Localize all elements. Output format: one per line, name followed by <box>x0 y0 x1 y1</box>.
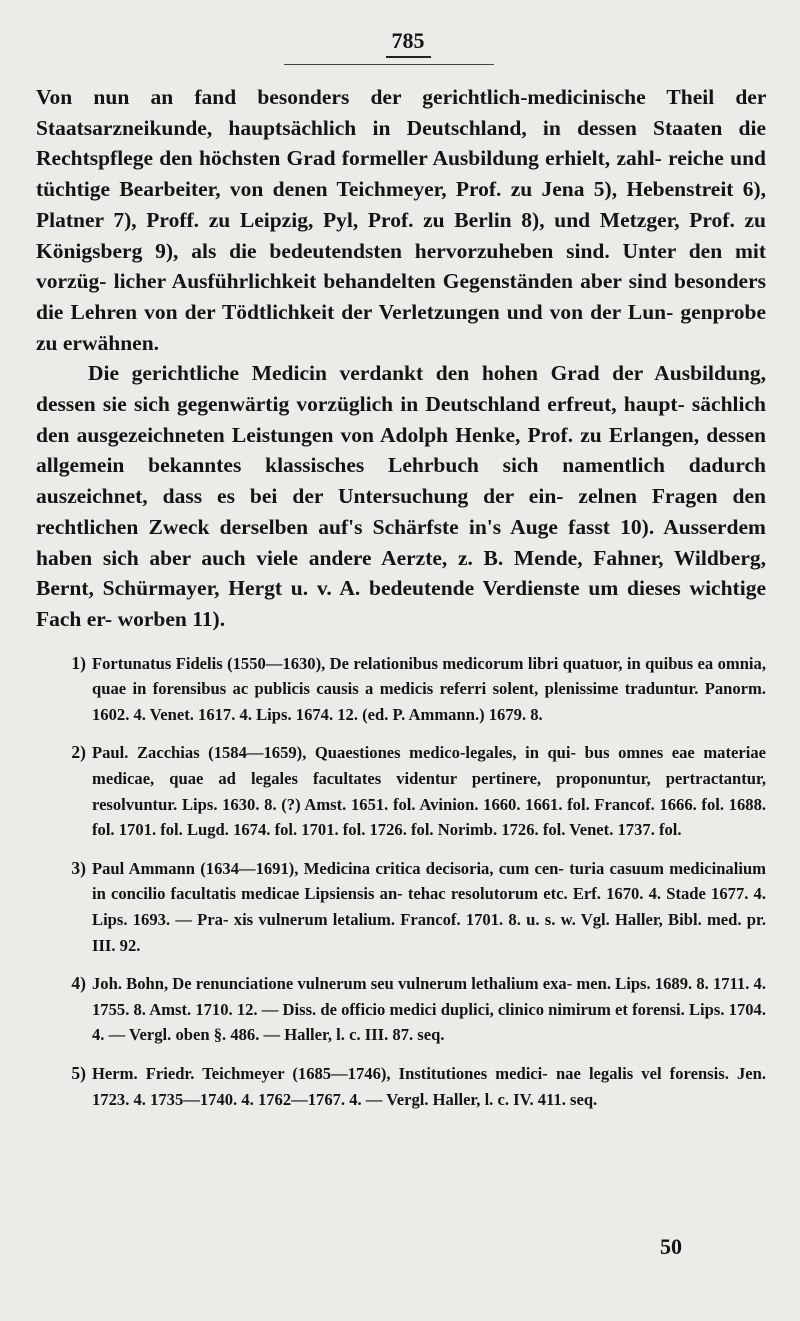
footnote-line: Joh. Bohn, De renunciatione vulnerum seu vulnerum lethalium exa- <box>92 974 573 994</box>
body-text <box>36 82 766 635</box>
header-rule <box>284 64 494 65</box>
footnote-line: tehac resolutorum etc. Erf. 1670. 4. Stade 1677. 4. Lips. 1693. — Pra- <box>92 884 767 929</box>
footnote-line: pertinere, proponuntur, pertractantur, resolvuntur. Lips. 1630. 8. (?) <box>92 769 767 814</box>
footnote-line: oben §. 486. — Haller, l. c. III. 87. seq. <box>175 1025 445 1045</box>
footnote-line: turia casuum medicinalium in concilio facultatis medicae Lipsiensis an- <box>92 858 766 904</box>
footnote-line: nae legalis vel forensis. Jen. 1723. 4. 1735—1740. 4. 1762—1767. 4. — <box>92 1063 766 1109</box>
footnote-3 <box>36 856 766 958</box>
text-line: als die bedeutendsten hervorzuheben sind. Unter den mit vorzüg- <box>36 238 766 294</box>
footnote-text <box>92 740 766 842</box>
text-line: Pyl, Prof. zu Berlin 8), und Metzger, Prof. zu Königsberg 9), <box>36 207 766 263</box>
text-line: z. B. Mende, Fahner, Wildberg, Bernt, Schürmayer, <box>36 545 767 601</box>
text-line: Auge fasst 10). Ausserdem haben sich aber auch viele andere Aerzte, <box>36 514 766 570</box>
text-line: reiche und tüchtige Bearbeiter, von denen Teichmeyer, Prof. <box>36 146 766 202</box>
footnote-line: 1701. fol. Lugd. 1674. fol. 1701. fol. 1726. fol. Norimb. 1726. fol. Venet. <box>118 820 614 840</box>
footnote-line: bus omnes eae materiae medicae, quae ad legales facultates videntur <box>92 743 766 789</box>
signature-mark: 50 <box>660 1234 682 1259</box>
footnote-line: Paul Ammann (1634—1691), Medicina critica decisoria, cum cen- <box>92 858 564 878</box>
footnote-line: Herm. Friedr. Teichmeyer (1685—1746), Institutiones medici- <box>92 1063 548 1083</box>
footnote-4 <box>36 971 766 1048</box>
text-line: zelnen Fragen den rechtlichen Zweck derselben auf's Schärfste in's <box>36 484 766 539</box>
text-line: die Lehren von der Tödtlichkeit der Verletzungen und von der Lun- <box>36 299 674 324</box>
text-line: sächlich den ausgezeichneten Leistungen von Adolph Henke, Prof. <box>36 392 766 447</box>
footnote-line: xis vulnerum letalium. Francof. 1701. 8. u. s. w. Vgl. Haller, Bibl. <box>233 910 702 929</box>
text-line: zu Jena 5), Hebenstreit 6), Platner 7), Proff. zu Leipzig, <box>36 177 767 232</box>
text-line: dessen sie sich gegenwärtig vorzüglich in Deutschland erfreut, haupt- <box>36 392 685 417</box>
footnotes <box>36 651 766 1113</box>
footnote-number: 4) <box>71 973 86 994</box>
footnote-text <box>92 856 766 958</box>
footnote-line: 1737. fol. <box>617 820 682 840</box>
text-line: die Rechtspflege den höchsten Grad formeller Ausbildung erhielt, zahl- <box>36 115 766 171</box>
page-number-text: 785 <box>386 28 431 58</box>
text-line: Die gerichtliche Medicin verdankt den hohen Grad der Ausbildung, <box>88 361 766 386</box>
footnote-text <box>92 1061 766 1112</box>
text-line: worben 11). <box>117 606 226 631</box>
book-page <box>36 28 766 1298</box>
footnote-number: 3) <box>71 857 86 878</box>
footnote-5 <box>36 1061 766 1112</box>
footnote-line: Amst. 1651. fol. Avinion. 1660. 1661. fol. Francof. 1666. fol. 1688. fol. <box>92 794 767 840</box>
footnote-number: 5) <box>71 1062 86 1083</box>
footnote-line: Paul. Zacchias (1584—1659), Quaestiones medico-legales, in qui- <box>92 743 577 763</box>
text-line: Hergt u. v. A. bedeutende Verdienste um dieses wichtige Fach er- <box>36 576 766 631</box>
footnote-line: med. pr. III. 92. <box>92 910 766 955</box>
footnote-line: 4. Lips. 1674. 12. (ed. P. Ammann.) 1679. 8. <box>239 704 543 724</box>
text-line: Staatsarzneikunde, hauptsächlich in Deutschland, in dessen Staaten <box>36 115 723 140</box>
text-line: zu Erlangen, dessen allgemein bekanntes klassisches Lehrbuch sich <box>36 422 766 478</box>
footnote-2 <box>36 740 766 842</box>
text-line: licher Ausführlichkeit behandelten Gegenständen aber sind besonders <box>113 269 767 294</box>
footnote-text <box>92 651 766 728</box>
text-line: Von nun an fand besonders der gerichtlich-medicinische Theil der <box>36 85 766 109</box>
page-number <box>50 28 766 58</box>
footnote-line: Vergl. Haller, l. c. IV. 411. seq. <box>386 1089 598 1109</box>
footnote-number: 1) <box>71 652 86 673</box>
text-line: genprobe zu erwähnen. <box>36 299 767 355</box>
footnote-text <box>92 971 766 1048</box>
footnote-1 <box>36 651 766 728</box>
footnote-line: libri quatuor, in quibus ea omnia, quae in forensibus ac publicis causis a <box>92 653 766 699</box>
paragraph-1 <box>36 82 766 358</box>
footnote-line: medicis referri solent, plenissime traduntur. Panorm. 1602. 4. Venet. 1617. <box>92 679 767 724</box>
footnote-line: men. Lips. 1689. 8. 1711. 4. 1755. 8. Amst. 1710. 12. — Diss. de officio <box>92 974 766 1019</box>
footnote-number: 2) <box>71 742 86 763</box>
footnote-line: Fortunatus Fidelis (1550—1630), De relationibus medicorum <box>92 653 524 673</box>
text-line: namentlich dadurch auszeichnet, dass es bei der Untersuchung der ein- <box>36 453 767 509</box>
footnote-line: medici duplici, clinico nimirum et forensi. Lips. 1704. 4. — Vergl. <box>92 999 766 1045</box>
paragraph-2 <box>36 358 766 634</box>
